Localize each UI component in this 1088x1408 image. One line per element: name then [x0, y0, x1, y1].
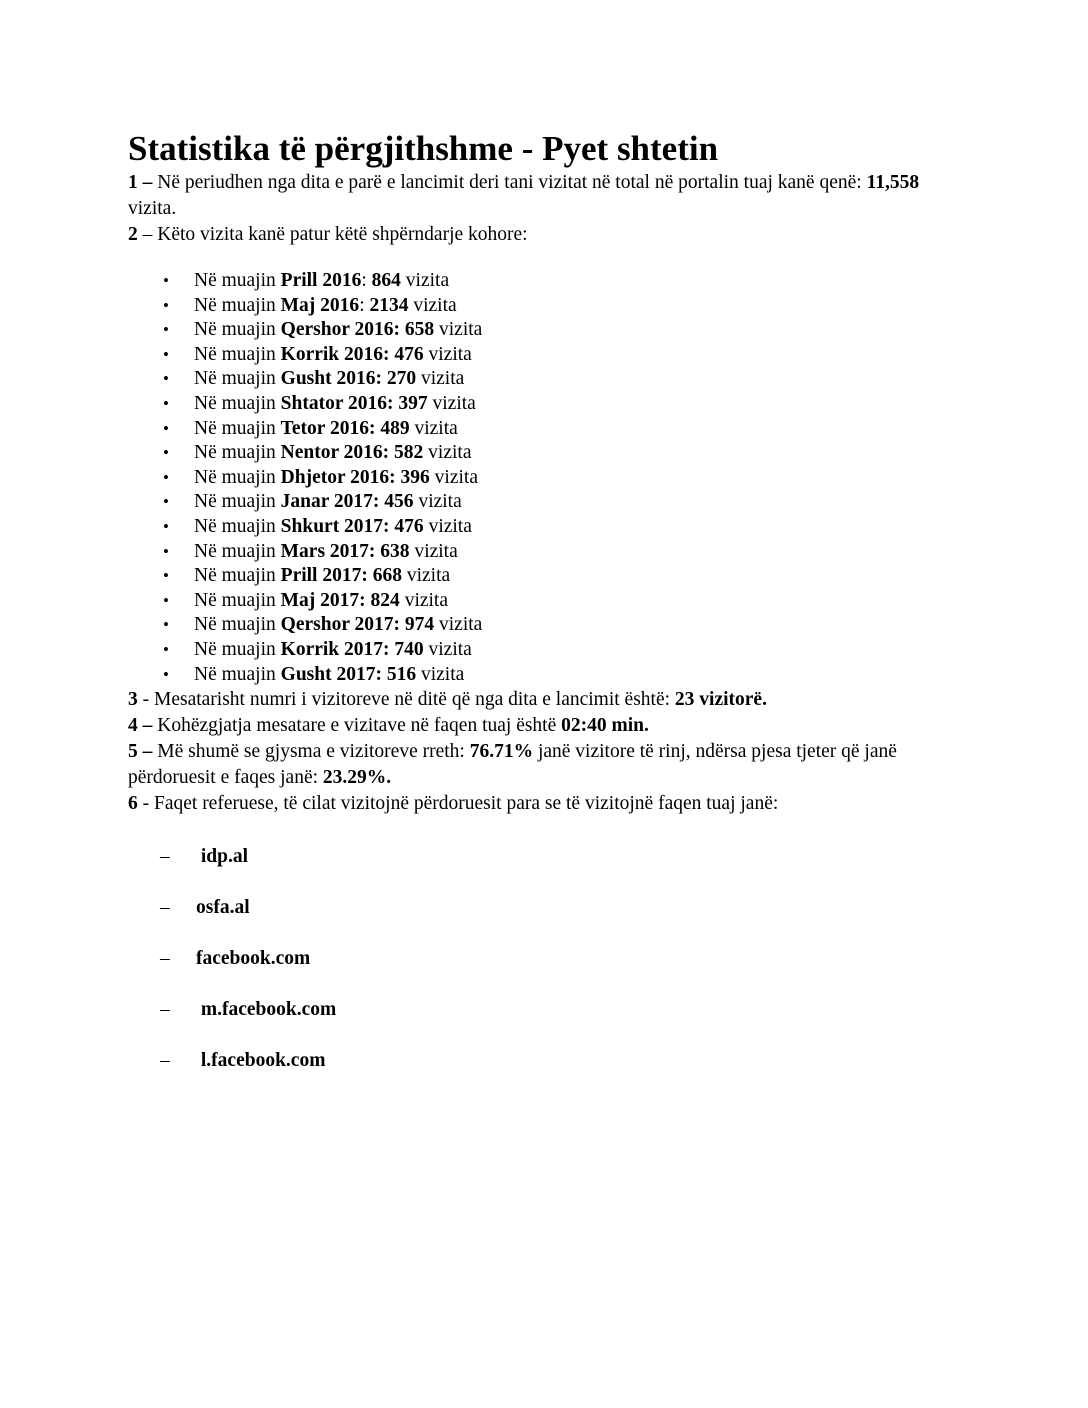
text-run: - Faqet referuese, të cilat vizitojnë përdoruesit para se të vizitojnë faqen tuaj janë:	[137, 793, 779, 815]
bullet-marker: •	[163, 492, 169, 512]
bullet-marker: •	[163, 541, 169, 561]
text-run: vizita	[401, 565, 451, 587]
text-run: Në muajin	[194, 466, 281, 488]
dash-marker: –	[160, 846, 170, 868]
monthly-visit-item	[163, 663, 960, 688]
list-item-text	[194, 491, 462, 512]
monthly-visit-item	[163, 589, 960, 614]
bold-text-run: Mars 2017: 638	[280, 540, 410, 562]
text-run: vizita	[409, 540, 458, 562]
text-run: vizita	[434, 319, 483, 341]
referrer-site-item	[160, 946, 960, 972]
list-item-text	[194, 418, 458, 439]
bold-text-run: 76.71%	[469, 741, 534, 763]
list-item-text	[194, 590, 448, 611]
bullet-marker: •	[163, 566, 169, 586]
list-item-text	[194, 442, 471, 463]
text-run: Në muajin	[194, 270, 281, 291]
text-run: – Këto vizita kanë patur këtë shpërndarje kohore:	[137, 224, 528, 245]
bullet-marker: •	[163, 516, 169, 536]
list-item-text	[194, 295, 457, 316]
bold-text-run: l.facebook.com	[196, 1050, 326, 1072]
bold-text-run: 1 –	[128, 172, 158, 193]
text-run: vizita	[423, 442, 472, 464]
bold-text-run: 5 –	[128, 741, 153, 763]
monthly-visits-list	[128, 269, 960, 687]
text-run: vizita	[423, 638, 472, 660]
text-run: vizita	[423, 343, 472, 365]
bold-text-run: Korrik 2016: 476	[280, 343, 424, 365]
text-run: Në muajin	[194, 614, 281, 636]
text-run: Në muajin	[194, 343, 281, 365]
paragraph-visitor-ratio	[128, 739, 960, 791]
list-item-text	[194, 319, 482, 340]
text-run: Në muajin	[194, 417, 281, 439]
monthly-visit-item	[163, 540, 960, 565]
text-run: Më shumë se gjysma e vizitoreve rreth:	[152, 741, 470, 763]
text-run: - Mesatarisht numri i vizitoreve në ditë që nga dita e lancimit është:	[137, 689, 675, 711]
monthly-visit-item	[163, 343, 960, 368]
paragraph-referrer-intro	[128, 791, 960, 817]
list-item-text	[194, 270, 449, 291]
list-item-text	[194, 565, 450, 586]
paragraph-daily-average	[128, 687, 960, 713]
text-run: Në muajin	[194, 515, 281, 537]
monthly-visit-item	[163, 441, 960, 466]
paragraph-time-distribution	[128, 222, 960, 248]
bold-text-run: 3	[128, 689, 138, 711]
text-run: vizita	[423, 515, 472, 537]
bold-text-run: 11,558	[866, 172, 920, 193]
list-item-text	[194, 639, 472, 660]
bold-text-run: Prill 2017: 668	[280, 565, 402, 587]
bold-text-run: 2134	[369, 294, 409, 316]
bullet-marker: •	[163, 320, 169, 340]
bold-text-run: 4 –	[128, 715, 153, 737]
monthly-visit-item	[163, 269, 960, 294]
bullet-marker: •	[163, 467, 169, 487]
bullet-marker: •	[163, 271, 169, 290]
text-run: Në muajin	[194, 294, 281, 316]
monthly-visit-item	[163, 417, 960, 442]
text-run: Në muajin	[194, 663, 281, 685]
referrer-site-item	[160, 895, 960, 921]
list-item-text	[194, 393, 476, 414]
text-run: Në muajin	[194, 565, 281, 587]
bold-text-run: Gusht 2016: 270	[280, 368, 417, 390]
text-run: Në muajin	[194, 540, 281, 562]
bold-text-run: 2	[128, 224, 138, 245]
monthly-visit-item	[163, 564, 960, 589]
text-run: Në muajin	[194, 638, 281, 660]
bold-text-run: osfa.al	[196, 897, 250, 919]
monthly-visit-item	[163, 318, 960, 343]
list-item-text	[196, 897, 250, 918]
list-item-text	[194, 614, 482, 635]
page-title: Statistika të përgjithshme - Pyet shtetin	[128, 129, 719, 168]
monthly-visit-item	[163, 490, 960, 515]
text-run: vizita	[413, 491, 462, 513]
text-run: vizita	[427, 392, 476, 414]
bold-text-run: Dhjetor 2016: 396	[280, 466, 430, 488]
dash-marker: –	[160, 999, 170, 1021]
bullet-marker: •	[163, 615, 169, 635]
text-run: Kohëzgjatja mesatare e vizitave në faqen tuaj është	[152, 715, 562, 737]
text-run: Në muajin	[194, 589, 281, 611]
text-run: vizita	[408, 294, 457, 316]
text-run: vizita	[400, 270, 450, 291]
list-item-text	[194, 516, 472, 537]
monthly-visit-item	[163, 638, 960, 663]
bold-text-run: Nentor 2016: 582	[280, 442, 424, 464]
bold-text-run: Maj 2016	[280, 294, 360, 316]
bold-text-run: Korrik 2017: 740	[280, 638, 424, 660]
text-run: vizita	[416, 663, 465, 685]
bold-text-run: Tetor 2016: 489	[280, 417, 410, 439]
monthly-visit-item	[163, 515, 960, 540]
bold-text-run: Qershor 2016: 658	[280, 319, 435, 341]
bold-text-run: Maj 2017: 824	[280, 589, 400, 611]
monthly-visit-item	[163, 392, 960, 417]
bold-text-run: Gusht 2017: 516	[280, 663, 417, 685]
bullet-marker: •	[163, 393, 169, 413]
bold-text-run: 6	[128, 793, 138, 815]
referrer-sites-list	[128, 844, 960, 1074]
bullet-marker: •	[163, 639, 169, 659]
text-run: Në muajin	[194, 491, 281, 513]
bold-text-run: facebook.com	[196, 948, 311, 970]
text-run: janë vizitore të rinj, ndërsa pjesa tjeter që janë përdoruesit e faqes janë:	[128, 741, 897, 789]
paragraph-total-visits	[128, 170, 960, 222]
list-item-text	[196, 846, 248, 867]
list-item-text	[194, 344, 472, 365]
list-item-text	[196, 999, 336, 1020]
bullet-marker: •	[163, 443, 169, 463]
paragraph-average-duration	[128, 713, 960, 739]
bold-text-run: Shkurt 2017: 476	[280, 515, 424, 537]
list-item-text	[194, 467, 478, 488]
monthly-visit-item	[163, 613, 960, 638]
bullet-marker: •	[163, 418, 169, 438]
bold-text-run: m.facebook.com	[196, 999, 337, 1021]
list-item-text	[194, 664, 464, 685]
text-run: :	[359, 294, 370, 316]
bullet-marker: •	[163, 590, 169, 610]
bullet-marker: •	[163, 295, 169, 315]
text-run: vizita.	[128, 198, 177, 219]
dash-marker: –	[160, 948, 170, 970]
list-item-text	[194, 541, 458, 562]
monthly-visit-item	[163, 367, 960, 392]
text-run: Në muajin	[194, 392, 281, 414]
referrer-site-item	[160, 997, 960, 1023]
dash-marker: –	[160, 1050, 170, 1072]
bold-text-run: 23 vizitorë.	[674, 689, 767, 711]
text-run: vizita	[399, 589, 449, 611]
text-run: vizita	[434, 614, 483, 636]
text-run: vizita	[416, 368, 465, 390]
bold-text-run: Prill 2016	[280, 270, 362, 291]
bullet-marker: •	[163, 369, 169, 389]
bold-text-run: 02:40 min.	[561, 715, 649, 737]
text-run: Në muajin	[194, 319, 281, 341]
list-item-text	[196, 1050, 325, 1071]
bullet-marker: •	[163, 664, 169, 684]
list-item-text	[194, 368, 464, 389]
text-run: Në muajin	[194, 368, 281, 390]
referrer-site-item	[160, 844, 960, 870]
bold-text-run: Shtator 2016: 397	[280, 392, 428, 414]
text-run: Në periudhen nga dita e parë e lancimit deri tani vizitat në total në portalin tuaj kanë qenë:	[157, 172, 867, 193]
text-run: vizita	[429, 466, 478, 488]
bullet-marker: •	[163, 344, 169, 364]
referrer-site-item	[160, 1048, 960, 1074]
text-run: Në muajin	[194, 442, 281, 464]
bold-text-run: Qershor 2017: 974	[280, 614, 435, 636]
text-run: :	[361, 270, 372, 291]
bold-text-run: 864	[371, 270, 401, 291]
monthly-visit-item	[163, 466, 960, 491]
list-item-text	[196, 948, 310, 969]
bold-text-run: Janar 2017: 456	[280, 491, 414, 513]
bold-text-run: 23.29%.	[322, 767, 392, 789]
text-run: vizita	[409, 417, 458, 439]
monthly-visit-item	[163, 294, 960, 319]
dash-marker: –	[160, 897, 170, 919]
bold-text-run: idp.al	[196, 846, 249, 868]
